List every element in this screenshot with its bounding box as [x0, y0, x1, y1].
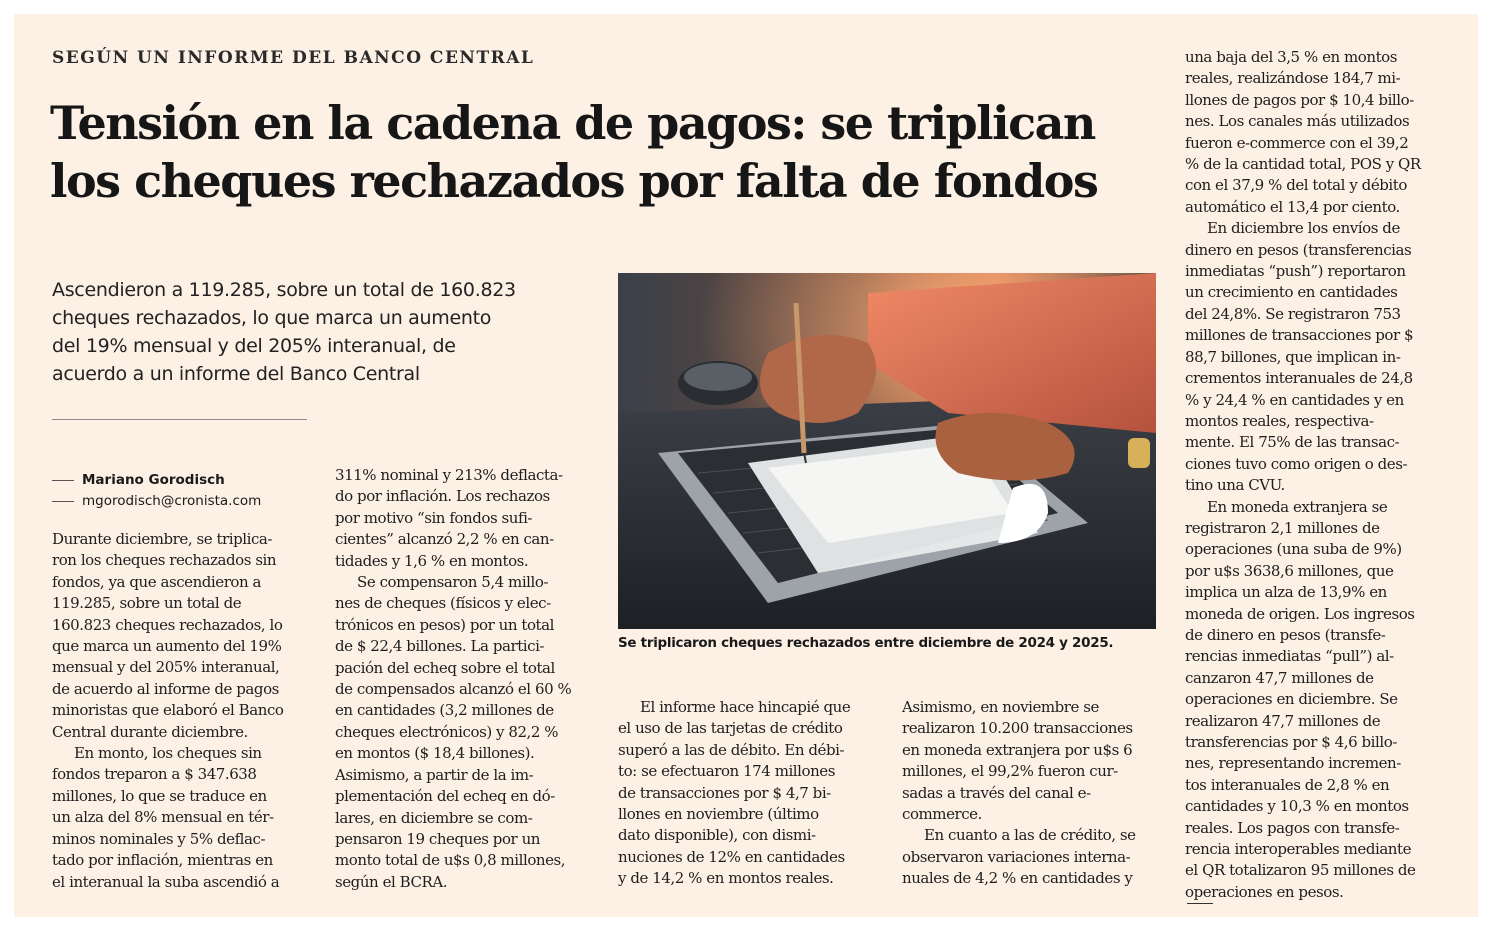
- body-line: trónicos en pesos) por un total: [335, 615, 554, 634]
- lead-line: del 19% mensual y del 205% interanual, de: [52, 335, 456, 357]
- body-line: rencia interoperables mediante: [1185, 840, 1412, 859]
- article-photo: [618, 273, 1156, 629]
- body-line: que marca un aumento del 19%: [52, 637, 282, 656]
- body-line: pensaron 19 cheques por un: [335, 829, 541, 848]
- body-line: mente. El 75% de las transac-: [1185, 433, 1400, 452]
- newspaper-page: [14, 14, 1478, 917]
- body-line: tidades y 1,6 % en montos.: [335, 551, 529, 570]
- body-line: operaciones (una suba de 9%): [1185, 540, 1402, 559]
- body-line: automático el 13,4 por ciento.: [1185, 197, 1400, 216]
- lead-line: acuerdo a un informe del Banco Central: [52, 363, 420, 385]
- body-line: en moneda extranjera por u$s 6: [902, 740, 1133, 759]
- body-line: dinero en pesos (transferencias: [1185, 240, 1412, 259]
- body-line: plementación del echeq en dó-: [335, 787, 555, 806]
- body-line: tado por inflación, mientras en: [52, 851, 273, 870]
- end-mark: [1187, 903, 1213, 904]
- body-line: tos interanuales de 2,8 % en: [1185, 775, 1390, 794]
- body-line: una baja del 3,5 % en montos: [1185, 48, 1398, 66]
- body-line: reales. Los pagos con transfe-: [1185, 818, 1400, 837]
- body-line: de acuerdo al informe de pagos: [52, 679, 279, 698]
- body-line: fondos, ya que ascendieron a: [52, 572, 262, 591]
- body-line: el uso de las tarjetas de crédito: [618, 719, 843, 738]
- body-line: del 24,8%. Se registraron 753: [1185, 304, 1401, 323]
- body-line: por motivo “sin fondos sufi-: [335, 508, 533, 527]
- body-line: fondos treparon a $ 347.638: [52, 765, 257, 784]
- body-line: operaciones en pesos.: [1185, 882, 1344, 901]
- body-line: con el 37,9 % del total y débito: [1185, 176, 1407, 195]
- body-line: un crecimiento en cantidades: [1185, 283, 1398, 302]
- body-line: nuales de 4,2 % en cantidades y: [902, 869, 1133, 888]
- body-line: reales, realizándose 184,7 mi-: [1185, 69, 1401, 88]
- body-line: % y 24,4 % en cantidades y en: [1185, 390, 1404, 409]
- body-line: de dinero en pesos (transfe-: [1185, 625, 1386, 644]
- body-line: monto total de u$s 0,8 millones,: [335, 851, 566, 870]
- body-line: ron los cheques rechazados sin: [52, 551, 277, 570]
- body-line: nes, representando incremen-: [1185, 754, 1401, 773]
- body-line: to: se efectuaron 174 millones: [618, 762, 835, 781]
- body-line: 311% nominal y 213% deflacta-: [335, 466, 563, 484]
- body-line: % de la cantidad total, POS y QR: [1185, 155, 1421, 174]
- body-line: en cantidades (3,2 millones de: [335, 701, 554, 720]
- body-line: implica un alza de 13,9% en: [1185, 583, 1387, 602]
- body-line: commerce.: [902, 805, 982, 824]
- body-line: minos nominales y 5% deflac-: [52, 829, 266, 848]
- body-line: pación del echeq sobre el total: [335, 658, 555, 677]
- body-line: nes de cheques (físicos y elec-: [335, 594, 551, 613]
- byline: [52, 470, 332, 512]
- body-line: crementos interanuales de 24,8: [1185, 369, 1413, 388]
- body-line: 88,7 billones, que implican in-: [1185, 347, 1401, 366]
- body-line: transferencias por $ 4,6 billo-: [1185, 733, 1397, 751]
- body-line: Asimismo, a partir de la im-: [335, 765, 534, 784]
- body-line: inmediatas “push”) reportaron: [1185, 262, 1406, 281]
- body-line: cientes” alcanzó 2,2 % en can-: [335, 530, 554, 549]
- headline: [50, 94, 1160, 210]
- body-line: el QR totalizaron 95 millones de: [1185, 861, 1416, 880]
- body-line: un alza del 8% mensual en tér-: [52, 808, 274, 827]
- body-line: nuciones de 12% en cantidades: [618, 847, 845, 866]
- lead-line: Ascendieron a 119.285, sobre un total de 160.823: [52, 279, 516, 301]
- body-line: cantidades y 10,3 % en montos: [1185, 797, 1409, 816]
- body-line: montos reales, respectiva-: [1185, 411, 1374, 430]
- body-line: llones de pagos por $ 10,4 billo-: [1185, 90, 1414, 109]
- body-line: moneda de origen. Los ingresos: [1185, 604, 1415, 623]
- author-email[interactable]: mgorodisch@cronista.com: [82, 493, 262, 509]
- body-line: de compensados alcanzó el 60 %: [335, 680, 572, 699]
- body-line: superó a las de débito. En débi-: [618, 740, 845, 759]
- kicker: SEGÚN UN INFORME DEL BANCO CENTRAL: [52, 48, 535, 68]
- lead-paragraph: [52, 276, 542, 388]
- body-line: registraron 2,1 millones de: [1185, 518, 1380, 537]
- body-line: 119.285, sobre un total de: [52, 594, 242, 613]
- lead-line: cheques rechazados, lo que marca un aumento: [52, 307, 492, 329]
- headline-line: Tensión en la cadena de pagos: se triplican: [50, 96, 1095, 150]
- byline-dash: [52, 501, 74, 502]
- body-line: operaciones en diciembre. Se: [1185, 690, 1398, 709]
- author-row: [52, 470, 332, 491]
- body-line: observaron variaciones interna-: [902, 847, 1131, 866]
- body-line: dato disponible), con dismi-: [618, 826, 816, 845]
- body-column-5: [1185, 47, 1455, 904]
- body-line: cheques electrónicos) y 82,2 %: [335, 722, 559, 741]
- body-line: Durante diciembre, se triplica-: [52, 530, 273, 548]
- body-line: En cuanto a las de crédito, se: [924, 826, 1136, 845]
- body-line: 160.823 cheques rechazados, lo: [52, 615, 283, 634]
- body-line: realizaron 47,7 millones de: [1185, 711, 1381, 730]
- body-line: mensual y del 205% interanual,: [52, 658, 280, 677]
- body-line: En moneda extranjera se: [1207, 497, 1388, 516]
- body-line: Asimismo, en noviembre se: [902, 698, 1099, 716]
- body-line: según el BCRA.: [335, 872, 448, 891]
- body-line: de $ 22,4 billones. La partici-: [335, 637, 545, 656]
- body-line: millones de transacciones por $: [1185, 326, 1414, 345]
- body-line: En diciembre los envíos de: [1207, 219, 1400, 238]
- body-line: de transacciones por $ 4,7 bi-: [618, 783, 831, 802]
- body-line: nes. Los canales más utilizados: [1185, 112, 1410, 131]
- body-column-2: [335, 465, 595, 893]
- body-line: En monto, los cheques sin: [74, 744, 262, 763]
- byline-dash: [52, 480, 74, 481]
- body-line: ciones tuvo como origen o des-: [1185, 454, 1408, 473]
- body-line: canzaron 47,7 millones de: [1185, 668, 1374, 687]
- body-column-4: [902, 697, 1164, 890]
- headline-line: los cheques rechazados por falta de fondos: [50, 154, 1098, 208]
- body-line: y de 14,2 % en montos reales.: [618, 869, 834, 888]
- body-line: sadas a través del canal e-: [902, 783, 1091, 802]
- body-line: por u$s 3638,6 millones, que: [1185, 561, 1394, 580]
- body-line: el interanual la suba ascendió a: [52, 872, 280, 891]
- body-line: millones, lo que se traduce en: [52, 786, 267, 805]
- author-name: Mariano Gorodisch: [82, 472, 225, 488]
- body-line: lares, en diciembre se com-: [335, 808, 533, 827]
- body-column-1: [52, 529, 310, 893]
- body-column-3: [618, 697, 880, 890]
- photo-caption: Se triplicaron cheques rechazados entre diciembre de 2024 y 2025.: [618, 635, 1114, 651]
- email-row: [52, 491, 332, 512]
- body-line: millones, el 99,2% fueron cur-: [902, 762, 1118, 781]
- body-line: Central durante diciembre.: [52, 722, 248, 741]
- body-line: rencias inmediatas “pull”) al-: [1185, 647, 1394, 666]
- body-line: minoristas que elaboró el Banco: [52, 701, 284, 720]
- body-line: do por inflación. Los rechazos: [335, 487, 550, 506]
- photo-hands-laptop-check: [618, 273, 1156, 629]
- body-line: fueron e-commerce con el 39,2: [1185, 133, 1409, 152]
- body-line: en montos ($ 18,4 billones).: [335, 744, 535, 763]
- body-line-last: [1185, 882, 1455, 904]
- body-line: tino una CVU.: [1185, 476, 1285, 495]
- divider: [52, 419, 307, 420]
- body-line: Se compensaron 5,4 millo-: [357, 573, 549, 592]
- body-line: El informe hace hincapié que: [640, 698, 851, 716]
- body-line: realizaron 10.200 transacciones: [902, 719, 1133, 738]
- body-line: llones en noviembre (último: [618, 805, 819, 824]
